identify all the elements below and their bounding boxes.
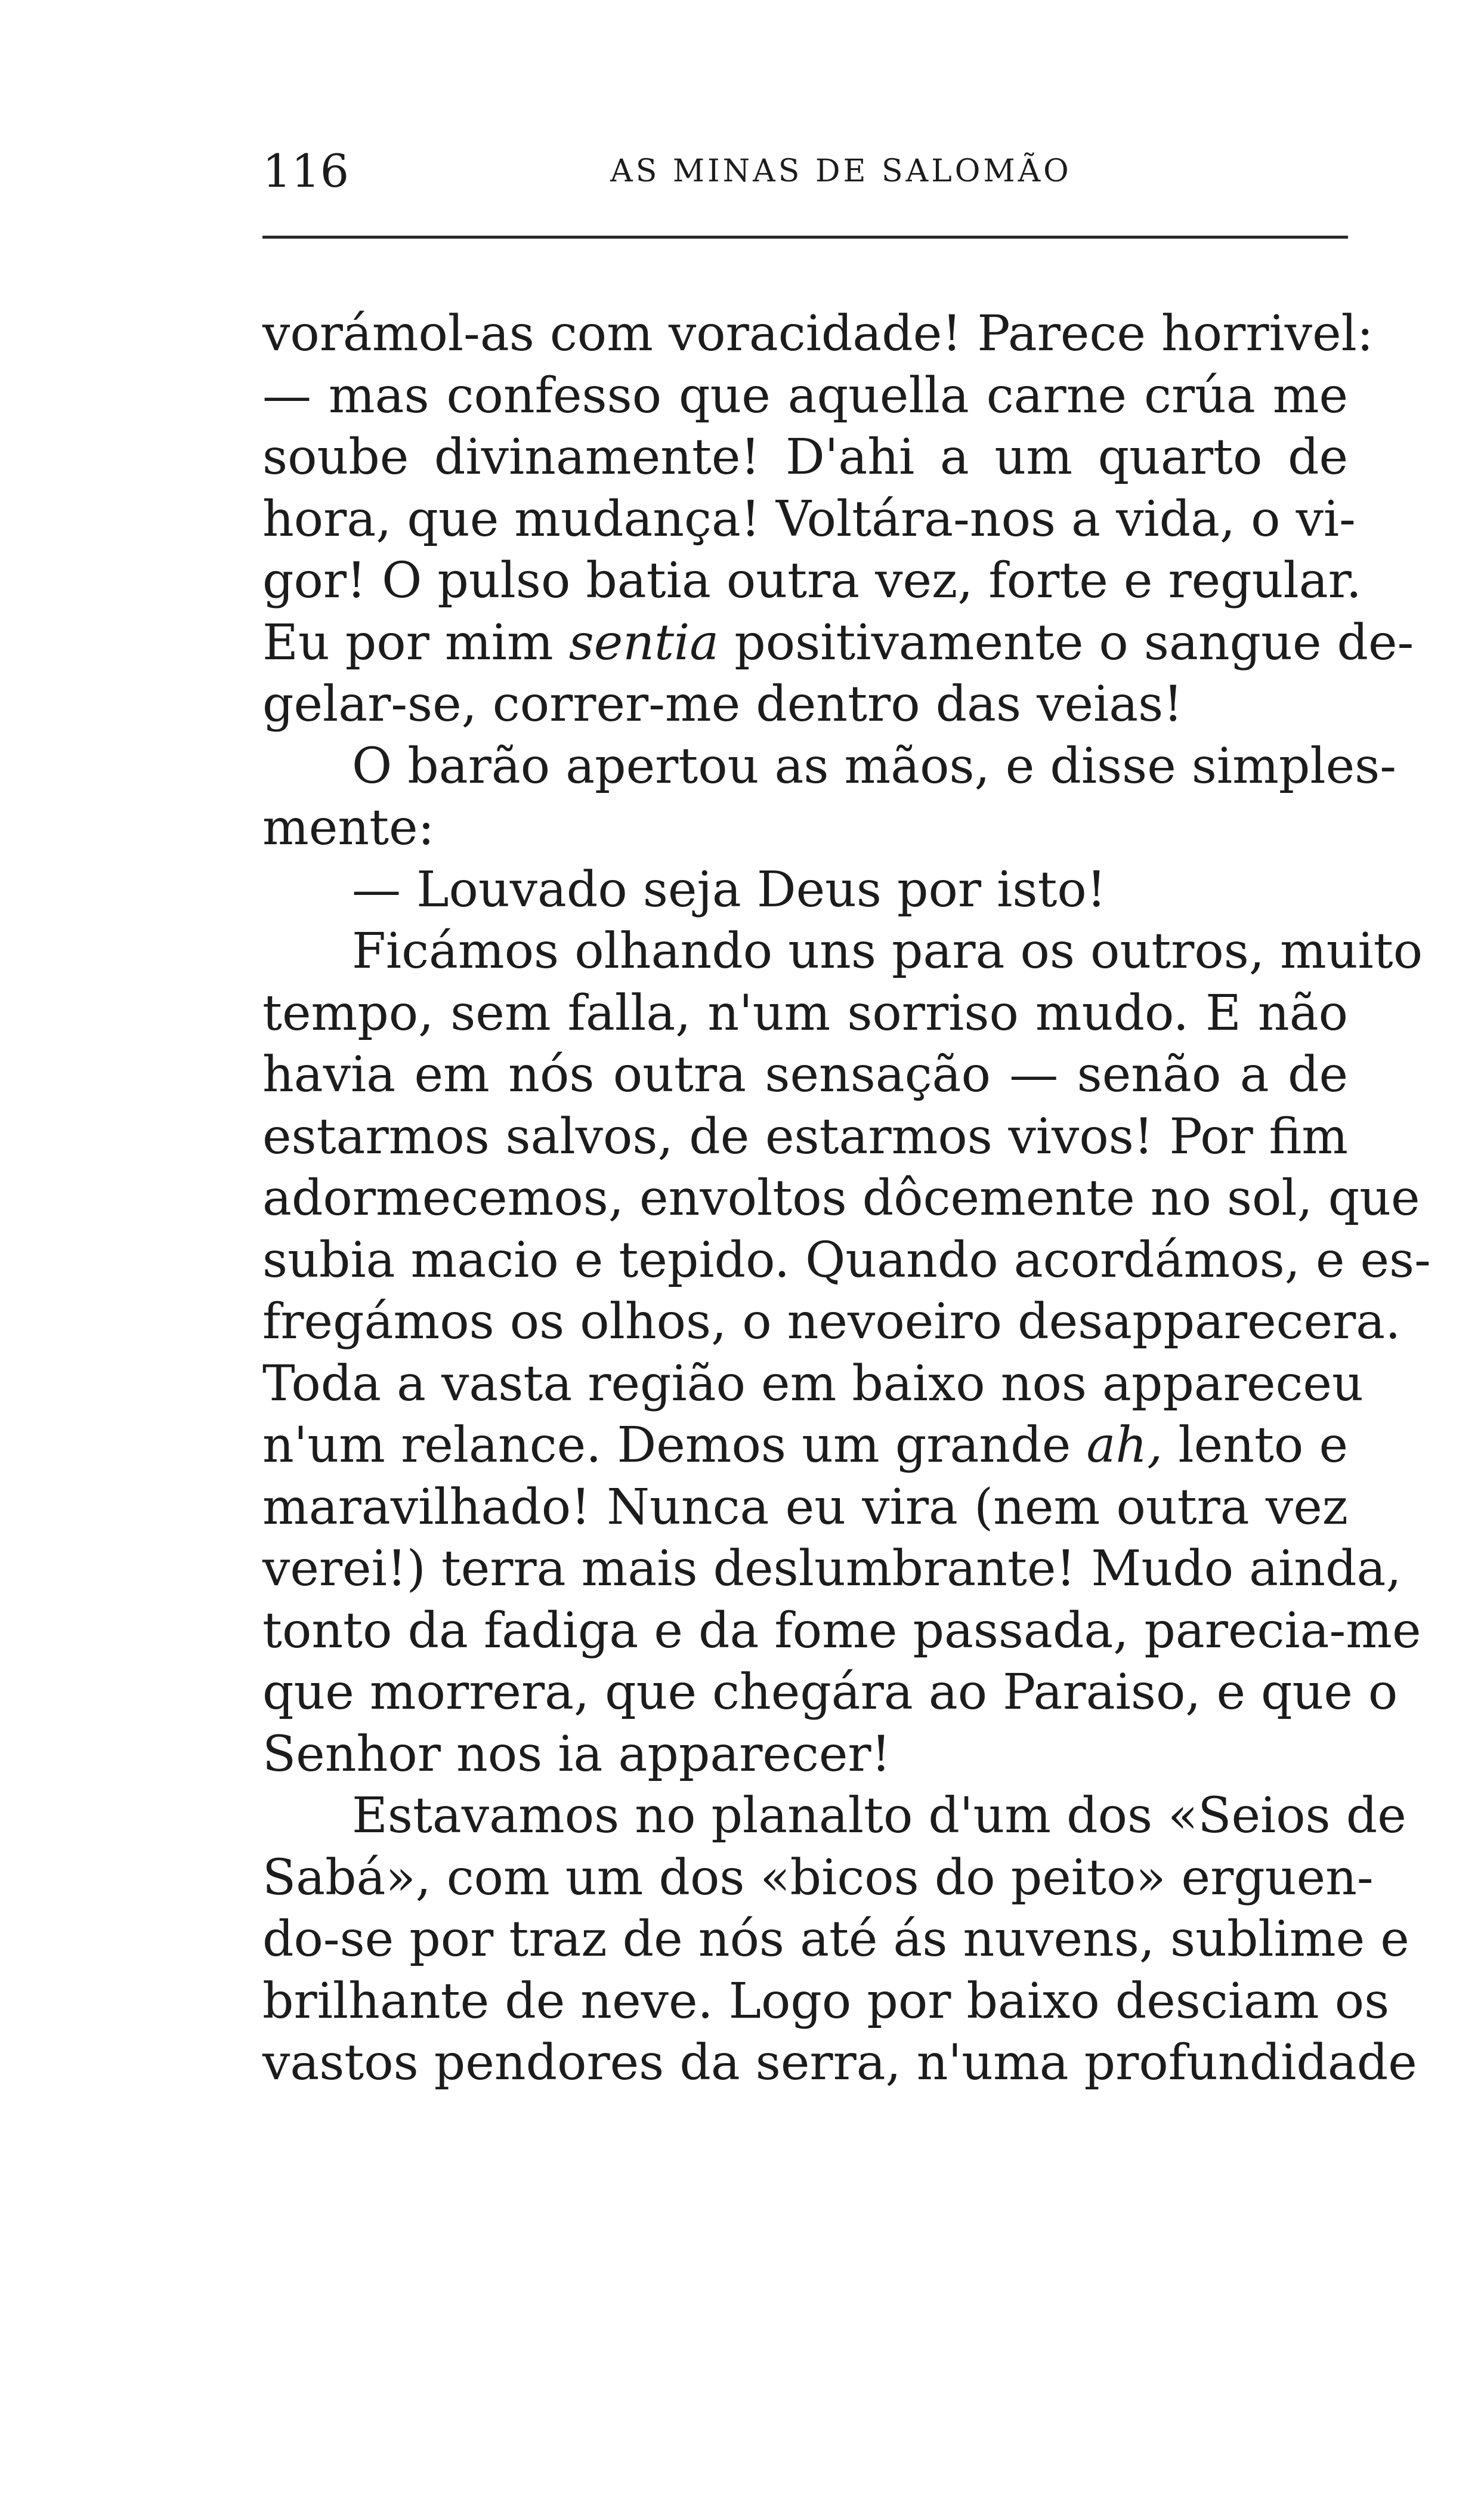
- text-line: Sabá», com um dos «bicos do peito» erguen-: [262, 1849, 1374, 1906]
- paragraph-start-line: Estavamos no planalto d'um dos «Seios de: [352, 1787, 1406, 1844]
- text-line: brilhante de neve. Logo por baixo desciam os: [262, 1972, 1390, 2030]
- text-line: maravilhado! Nunca eu vira (nem outra vez: [262, 1478, 1348, 1536]
- text-line: tempo, sem falla, n'um sorriso mudo. E não: [262, 984, 1348, 1042]
- header-rule: [262, 236, 1348, 239]
- text-line: subia macio e tepido. Quando acordámos, e es-: [262, 1231, 1431, 1289]
- text-line: Senhor nos ia apparecer!: [262, 1725, 891, 1783]
- text-line: mente:: [262, 799, 435, 856]
- text-line: Eu por mim sentia positivamente o sangue de-: [262, 614, 1414, 671]
- text-line: vorámol-as com voracidade! Parece horrivel:: [262, 305, 1374, 362]
- page-header: [262, 138, 1348, 204]
- running-title: AS MINAS DE SALOMÃO: [610, 153, 1072, 189]
- text-line: do-se por traz de nós até ás nuvens, sublime e: [262, 1911, 1409, 1968]
- text-line: tonto da fadiga e da fome passada, parecia-me: [262, 1602, 1421, 1659]
- page-number: 116: [262, 144, 350, 197]
- italic-word: sentia: [568, 614, 719, 671]
- text-line: — mas confesso que aquella carne crúa me: [262, 367, 1348, 424]
- dialogue-line: — Louvado seja Deus por isto!: [352, 861, 1106, 918]
- text-line: que morrera, que chegára ao Paraiso, e que o: [262, 1664, 1398, 1721]
- text-line: n'um relance. Demos um grande ah, lento e: [262, 1417, 1348, 1474]
- text-line: adormecemos, envoltos dôcemente no sol, que: [262, 1170, 1420, 1227]
- text-line: Toda a vasta região em baixo nos appareceu: [262, 1355, 1364, 1412]
- text-line: verei!) terra mais deslumbrante! Mudo ainda,: [262, 1540, 1402, 1597]
- paragraph-start-line: O barão apertou as mãos, e disse simples-: [352, 737, 1396, 795]
- text-line: hora, que mudança! Voltára-nos a vida, o vi-: [262, 490, 1356, 548]
- body-text: [262, 303, 1431, 2094]
- text-line: soube divinamente! D'ahi a um quarto de: [262, 429, 1348, 486]
- text-line: havia em nós outra sensação — senão a de: [262, 1046, 1348, 1103]
- paragraph-start-line: Ficámos olhando uns para os outros, muito: [352, 923, 1423, 980]
- text-line: fregámos os olhos, o nevoeiro desapparecera.: [262, 1293, 1401, 1350]
- text-line: gor! O pulso batia outra vez, forte e regular.: [262, 552, 1362, 609]
- italic-word: ah,: [1086, 1417, 1163, 1474]
- text-line: gelar-se, correr-me dentro das veias!: [262, 676, 1183, 733]
- text-line: estarmos salvos, de estarmos vivos! Por fim: [262, 1108, 1348, 1165]
- text-line: vastos pendores da serra, n'uma profundidade: [262, 2034, 1417, 2091]
